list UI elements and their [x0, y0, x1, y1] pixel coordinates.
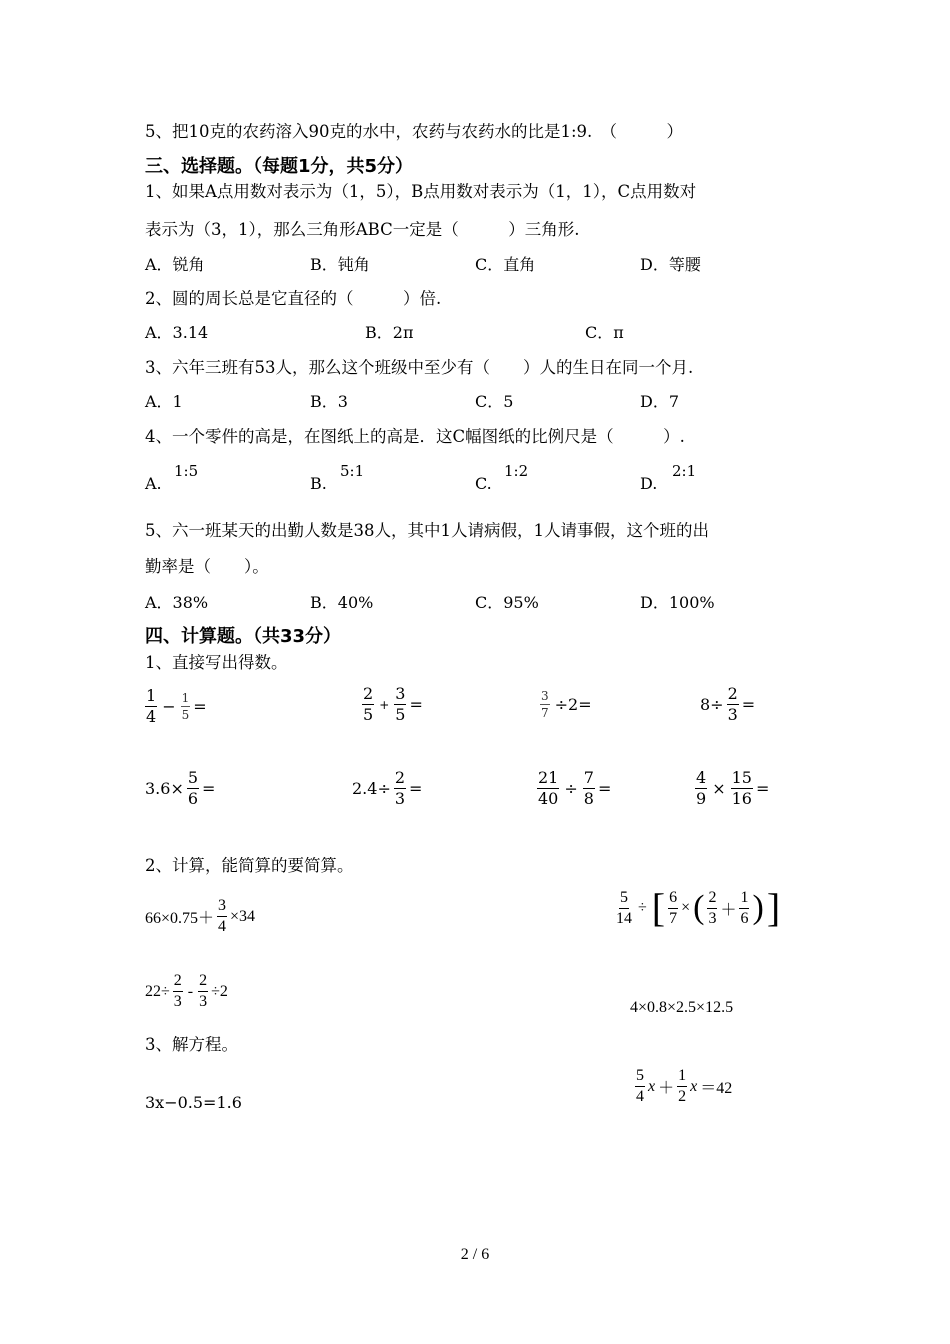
- q3-option-d: D．7: [640, 392, 680, 411]
- calc-1-6: 2.4÷ $\frac{2}{3}$ =: [352, 768, 423, 808]
- q4-option-d: D.: [640, 474, 658, 493]
- q5-option-c: C．95%: [475, 593, 539, 612]
- q4-option-a: A.: [145, 474, 162, 493]
- simplify-expression-a: 66×0.75＋ $\frac{3}{4}$ ×34: [145, 897, 256, 935]
- choice-q4: 4、一个零件的高是，在图纸上的高是．这C幅图纸的比例尺是（ ）.: [145, 427, 685, 446]
- choice-q1-line1: 1、如果A点用数对表示为（1，5），B点用数对表示为（1，1），C点用数对: [145, 182, 697, 201]
- q4-ratio-c: 1:2: [504, 462, 529, 480]
- choice-q3: 3、六年三班有53人，那么这个班级中至少有（ ）人的生日在同一个月.: [145, 358, 694, 377]
- simplify-expression-d: 4×0.8×2.5×12.5: [630, 999, 734, 1016]
- equation-a: 3x−0.5=1.6: [145, 1093, 242, 1112]
- calc-1-5: 3.6× $\frac{5}{6}$ =: [145, 768, 216, 808]
- simplify-expression-c: $\frac{5}{14}$ ÷ [ $\frac{6}{7}$ × ( 2 3 ＋ 1 6 ) ]: [616, 885, 781, 930]
- calc-part-1: 1、直接写出得数。: [145, 653, 288, 672]
- q1-option-b: B．钝角: [310, 255, 370, 274]
- calc-1-8: $\frac{4}{9}$ × $\frac{15}{16}$ =: [696, 768, 770, 808]
- q5-option-a: A．38%: [145, 593, 209, 612]
- calc-part-3: 3、解方程。: [145, 1035, 238, 1054]
- choice-q1-line2: 表示为（3，1），那么三角形ABC一定是（ ）三角形.: [145, 220, 580, 239]
- q4-option-c: C.: [475, 474, 492, 493]
- judge-question-5: 5、把10克的农药溶入90克的水中，农药与农药水的比是1:9. （ ）: [145, 122, 684, 141]
- choice-q2: 2、圆的周长总是它直径的（ ）倍.: [145, 289, 442, 308]
- q2-option-a: A．3.14: [145, 323, 209, 342]
- q1-option-d: D．等腰: [640, 255, 701, 274]
- q1-option-a: A．锐角: [145, 255, 205, 274]
- choice-q5-line1: 5、六一班某天的出勤人数是38人，其中1人请病假，1人请事假，这个班的出: [145, 521, 709, 540]
- q3-option-b: B．3: [310, 392, 348, 411]
- q4-ratio-d: 2:1: [672, 462, 697, 480]
- q4-option-b: B.: [310, 474, 327, 493]
- calc-1-1: 1 4 − $\frac{1}{5}$ =: [146, 686, 207, 726]
- q3-option-c: C．5: [475, 392, 514, 411]
- calc-1-3: $\frac{3}{7}$ ÷2=: [541, 689, 592, 720]
- q2-option-b: B．2π: [365, 323, 414, 342]
- q1-option-c: C．直角: [475, 255, 536, 274]
- q2-option-c: C．π: [585, 323, 624, 342]
- q5-option-b: B．40%: [310, 593, 374, 612]
- q3-option-a: A．1: [145, 392, 183, 411]
- section-3-title: 三、选择题。（每题1分，共5分）: [145, 156, 414, 177]
- calc-1-4: 8÷ $\frac{2}{3}$ =: [700, 684, 756, 724]
- equation-b: 5 4 x ＋ 1 2 x ＝42: [636, 1067, 733, 1105]
- section-4-title: 四、计算题。（共33分）: [145, 626, 342, 647]
- q4-ratio-b: 5:1: [340, 462, 365, 480]
- q4-ratio-a: 1:5: [174, 462, 199, 480]
- calc-1-7: $\frac{21}{40}$ ÷ $\frac{7}{8}$ =: [538, 768, 612, 808]
- simplify-expression-b: 22÷ $\frac{2}{3}$ - $\frac{2}{3}$ ÷2: [145, 972, 228, 1010]
- calc-part-2: 2、计算，能简算的要简算。: [145, 856, 354, 875]
- choice-q5-line2: 勤率是（ ）。: [145, 557, 269, 576]
- q5-option-d: D．100%: [640, 593, 715, 612]
- page-number: 2 / 6: [460, 1246, 490, 1263]
- calc-1-2: 2 5 + $\frac{3}{5}$ =: [363, 684, 423, 724]
